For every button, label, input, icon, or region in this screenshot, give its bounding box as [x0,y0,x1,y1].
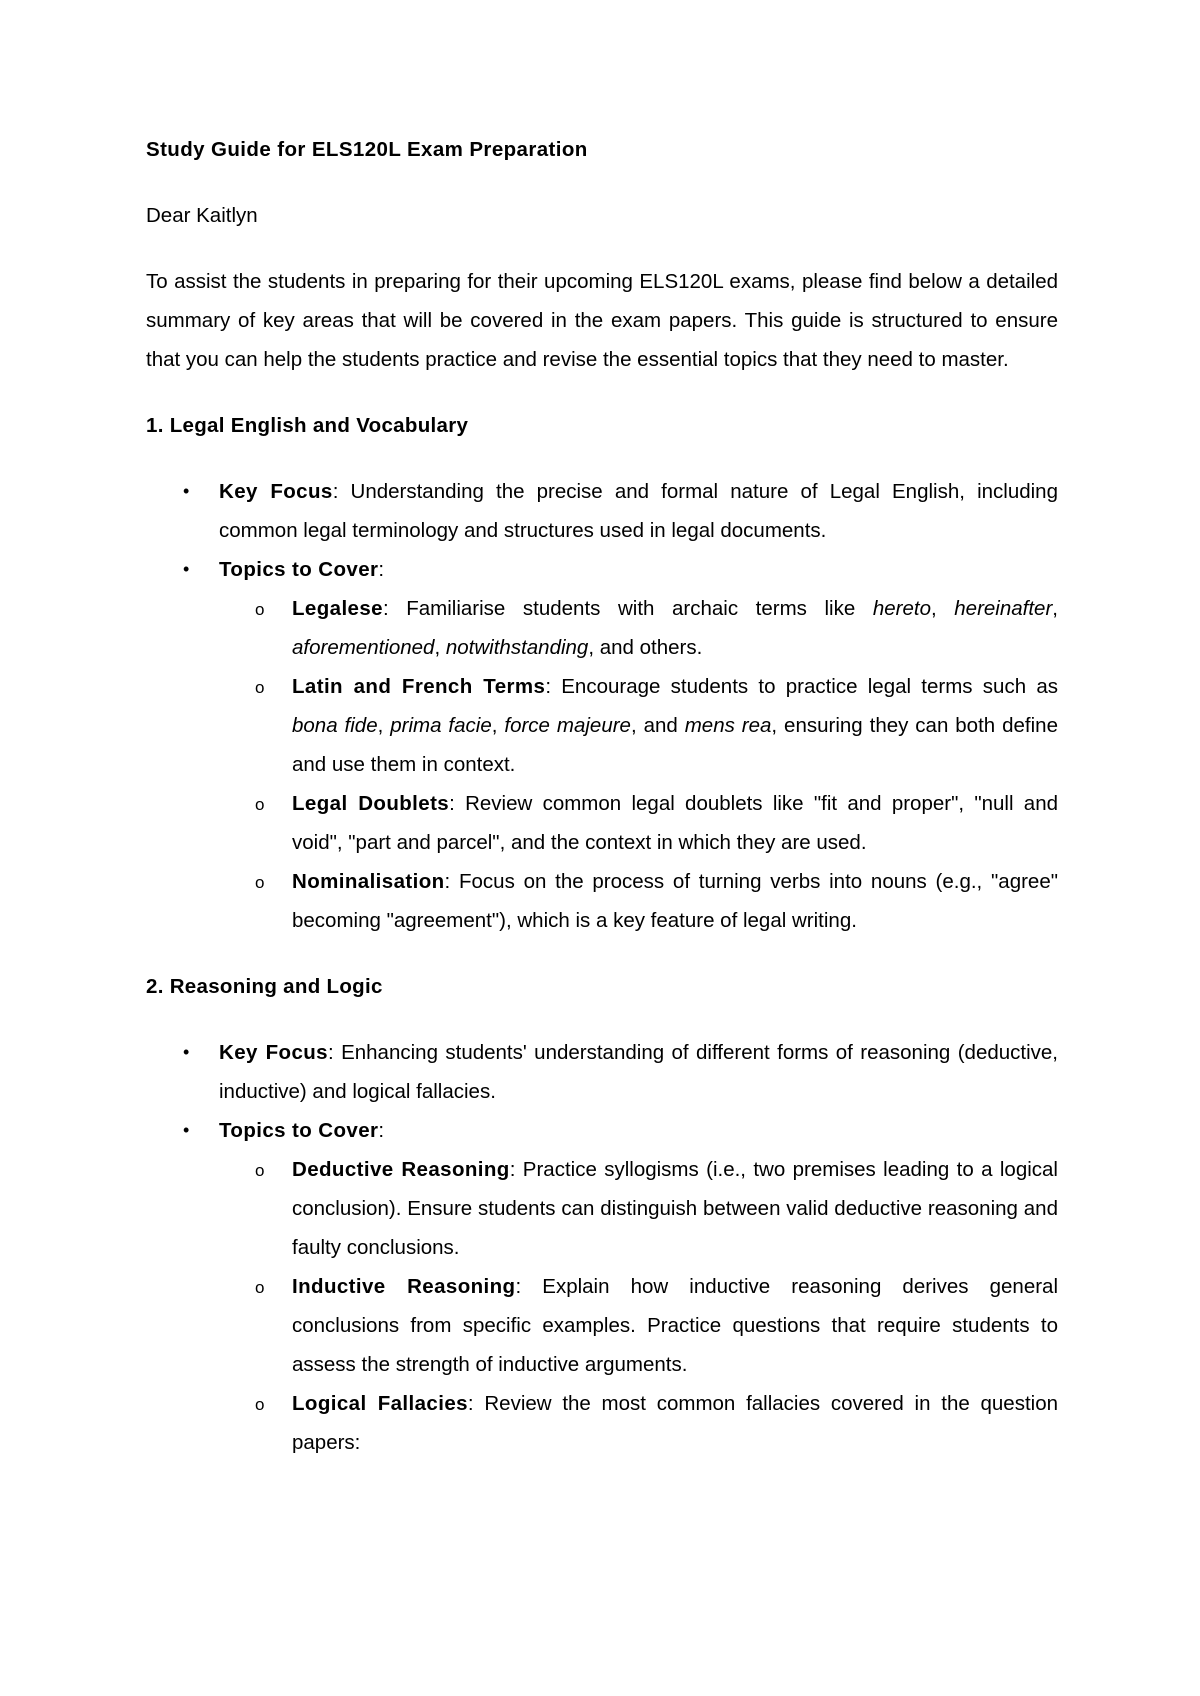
salutation: Dear Kaitlyn [146,204,258,227]
doublets-label: Legal Doublets [292,792,450,815]
legalese-text: : Familiarise students with archaic terms like [382,597,873,620]
circle-bullet-icon: o [255,1395,265,1414]
key-focus-text: : Enhancing students' understanding of different forms of reasoning (deductive, inductive) and logical fallacies. [219,1041,1058,1103]
section-2-heading: 2. Reasoning and Logic [146,975,383,998]
bullet-icon: • [183,1120,190,1140]
circle-bullet-icon: o [255,600,265,619]
key-focus-label: Key Focus [219,1041,328,1064]
separator: , [1052,597,1058,620]
separator: , [491,714,505,737]
circle-bullet-icon: o [255,1278,265,1297]
list-item [146,1384,1058,1462]
circle-bullet-icon: o [255,1161,265,1180]
separator: , [930,597,955,620]
list-item [146,1267,1058,1384]
latin-term: prima facie [390,714,492,737]
list-item [146,862,1058,940]
page-title: Study Guide for ELS120L Exam Preparation [146,138,588,161]
key-focus-label: Key Focus [219,480,333,503]
bullet-icon: • [183,559,190,579]
list-item [146,550,1058,940]
topics-colon: : [378,558,385,581]
legalese-term: notwithstanding [445,636,589,659]
inductive-text: : Explain how inductive reasoning derives general conclusions from specific examples. Practice questions that require students to assess the strength of inductive arguments. [292,1275,1058,1376]
deductive-text: : Practice syllogisms (i.e., two premises leading to a logical conclusion). Ensure students can distinguish between valid deductive reasoning and faulty conclusions. [292,1158,1058,1259]
legalese-term: aforementioned [292,636,435,659]
latin-term: mens rea [684,714,772,737]
nominalisation-text: : Focus on the process of turning verbs into nouns (e.g., "agree" becoming "agreement"), which is a key feature of legal writing. [292,870,1058,932]
fallacies-text: : Review the most common fallacies covered in the question papers: [292,1392,1058,1454]
topics-label: Topics to Cover [219,558,379,581]
list-item [146,1111,1058,1462]
latin-term: bona fide [292,714,378,737]
list-item [146,589,1058,667]
fallacies-label: Logical Fallacies [292,1392,468,1415]
french-term: force majeure [504,714,631,737]
key-focus-text: : Understanding the precise and formal nature of Legal English, including common legal terminology and structures used in legal documents. [219,480,1058,542]
intro-paragraph: To assist the students in preparing for their upcoming ELS120L exams, please find below a detailed summary of key areas that will be covered in the exam papers. This guide is structured to ensure that you can help the students practice and revise the essential topics that they need to master. [146,270,1058,371]
list-item [146,1150,1058,1267]
topics-label: Topics to Cover [219,1119,379,1142]
section-1-list [146,472,1058,940]
section-1-heading: 1. Legal English and Vocabulary [146,414,469,437]
section-2-list [146,1033,1058,1462]
bullet-icon: • [183,1042,190,1062]
document-page [146,130,1058,1489]
circle-bullet-icon: o [255,678,265,697]
list-item [146,472,1058,550]
list-item [146,784,1058,862]
circle-bullet-icon: o [255,873,265,892]
section-2-sublist [219,1150,1058,1462]
inductive-label: Inductive Reasoning [292,1275,516,1298]
topics-colon: : [378,1119,385,1142]
list-item [146,1033,1058,1111]
list-item [146,667,1058,784]
bullet-icon: • [183,481,190,501]
separator: , and [630,714,685,737]
legalese-label: Legalese [292,597,383,620]
legalese-term: hereinafter [954,597,1053,620]
deductive-label: Deductive Reasoning [292,1158,510,1181]
latin-french-text-end: , ensuring they can both define and use them in context. [292,714,1058,776]
circle-bullet-icon: o [255,795,265,814]
nominalisation-label: Nominalisation [292,870,445,893]
separator: , [377,714,391,737]
section-1-sublist [219,589,1058,940]
legalese-text-end: , and others. [588,636,703,659]
latin-french-text: : Encourage students to practice legal terms such as [545,675,1059,698]
legalese-term: hereto [872,597,931,620]
latin-french-label: Latin and French Terms [292,675,546,698]
doublets-text: : Review common legal doublets like "fit and proper", "null and void", "part and parcel", and the context in which they are used. [292,792,1058,854]
separator: , [434,636,446,659]
